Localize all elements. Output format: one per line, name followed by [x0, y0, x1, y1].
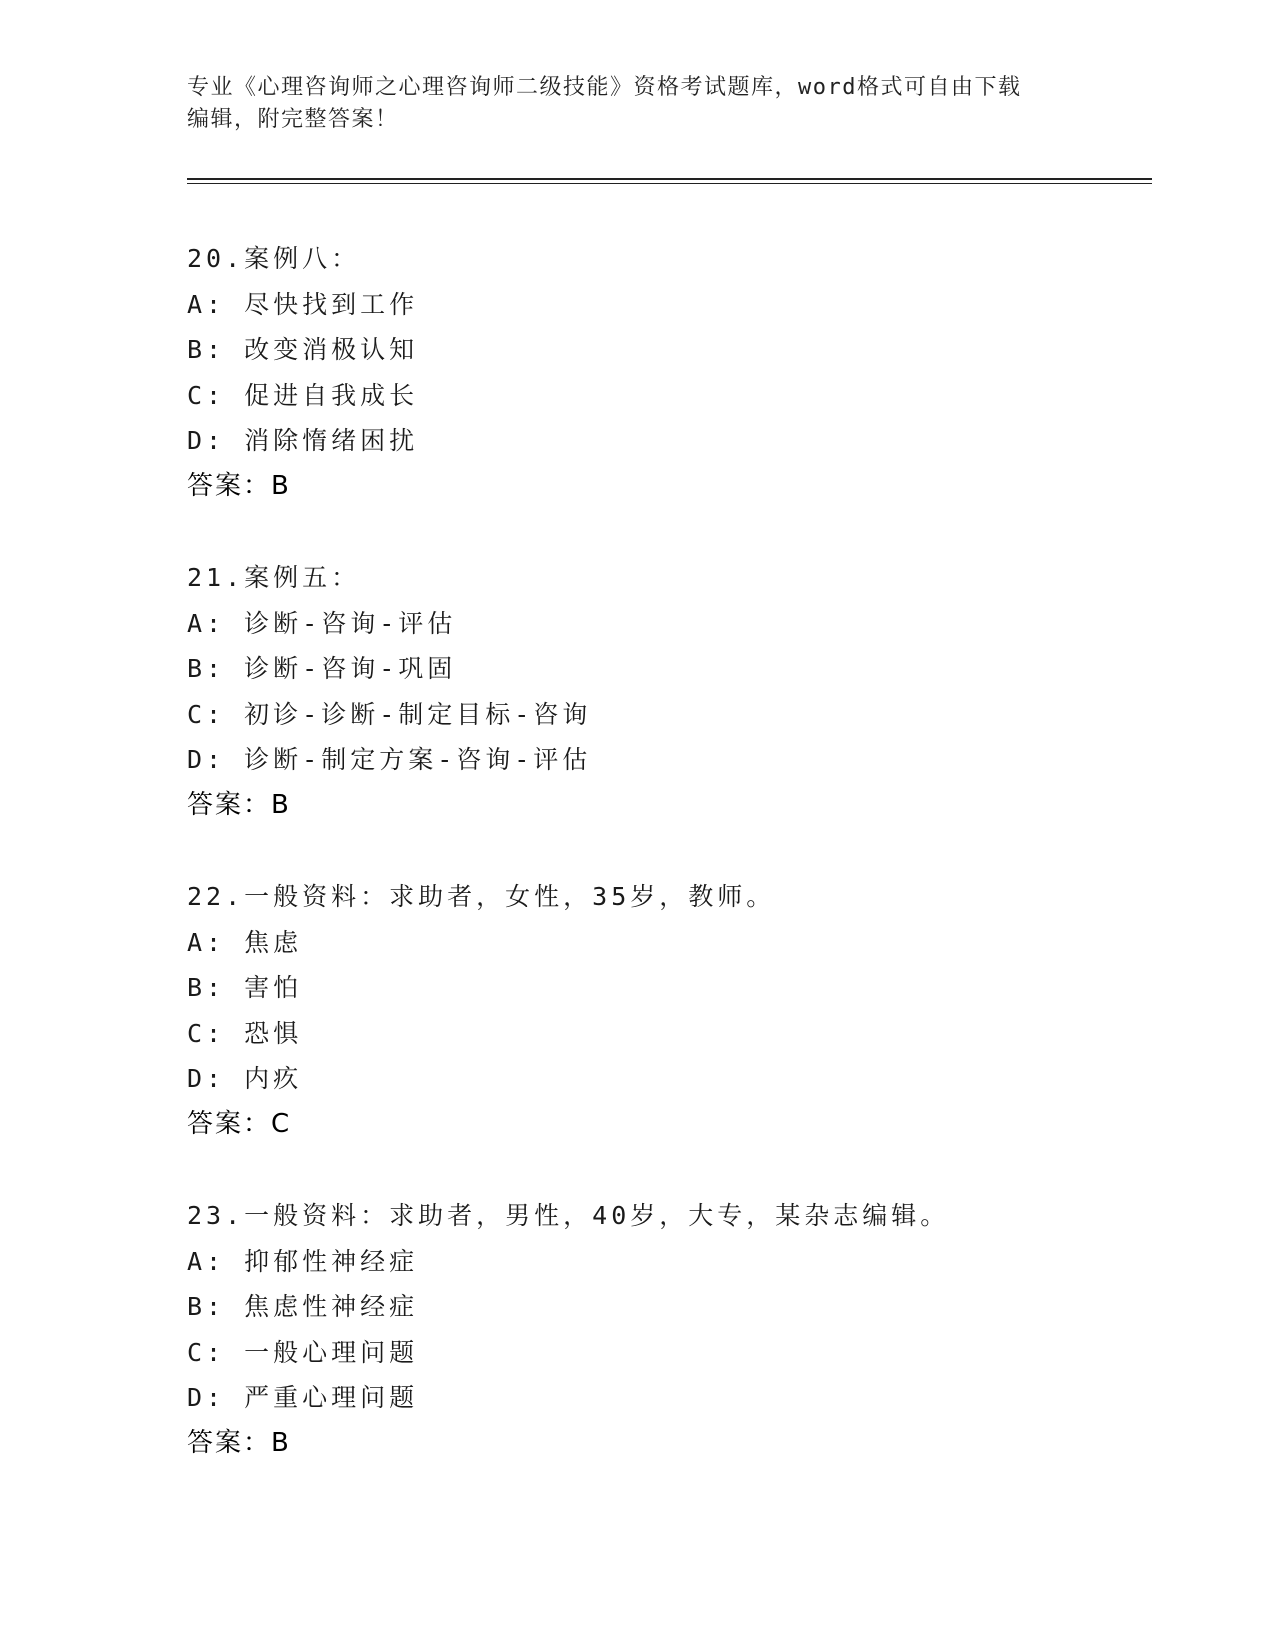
- option-c: C: 恐惧: [187, 1018, 303, 1048]
- question-list: [187, 236, 1147, 1512]
- option-d: D: 严重心理问题: [187, 1383, 419, 1412]
- option-b: B: 害怕: [187, 973, 303, 1002]
- question-20: [187, 236, 1147, 509]
- question-stem: 22.一般资料：求助者，女性，35岁，教师。: [187, 882, 776, 911]
- header-divider-top: [187, 178, 1152, 180]
- question-21: [187, 555, 1147, 828]
- header-line-2: 编辑，附完整答案！: [187, 107, 399, 132]
- option-b: B: 焦虑性神经症: [187, 1292, 419, 1321]
- option-b: B: 改变消极认知: [187, 335, 419, 364]
- header-line-1: 专业《心理咨询师之心理咨询师二级技能》资格考试题库，word格式可自由下载: [187, 75, 1022, 100]
- option-a: A: 焦虑: [187, 927, 303, 957]
- option-c: C: 促进自我成长: [187, 380, 419, 410]
- question-stem: 21.案例五：: [187, 563, 361, 592]
- option-c: C: 初诊-诊断-制定目标-咨询: [187, 699, 592, 729]
- option-d: D: 诊断-制定方案-咨询-评估: [187, 745, 592, 774]
- option-d: D: 内疚: [187, 1064, 303, 1093]
- option-b: B: 诊断-咨询-巩固: [187, 654, 457, 683]
- answer-line: 答案：C: [187, 1108, 292, 1139]
- option-a: A: 尽快找到工作: [187, 289, 419, 319]
- option-c: C: 一般心理问题: [187, 1337, 419, 1367]
- question-stem: 23.一般资料：求助者，男性，40岁，大专，某杂志编辑。: [187, 1201, 950, 1230]
- answer-line: 答案：B: [187, 470, 291, 501]
- option-a: A: 抑郁性神经症: [187, 1246, 419, 1276]
- header-divider-bottom: [187, 183, 1152, 184]
- document-header: [187, 72, 1087, 136]
- answer-line: 答案：B: [187, 1427, 291, 1458]
- question-23: [187, 1193, 1147, 1466]
- option-a: A: 诊断-咨询-评估: [187, 608, 457, 638]
- question-stem: 20.案例八：: [187, 244, 361, 273]
- option-d: D: 消除惰绪困扰: [187, 426, 419, 455]
- question-22: [187, 874, 1147, 1147]
- answer-line: 答案：B: [187, 789, 291, 820]
